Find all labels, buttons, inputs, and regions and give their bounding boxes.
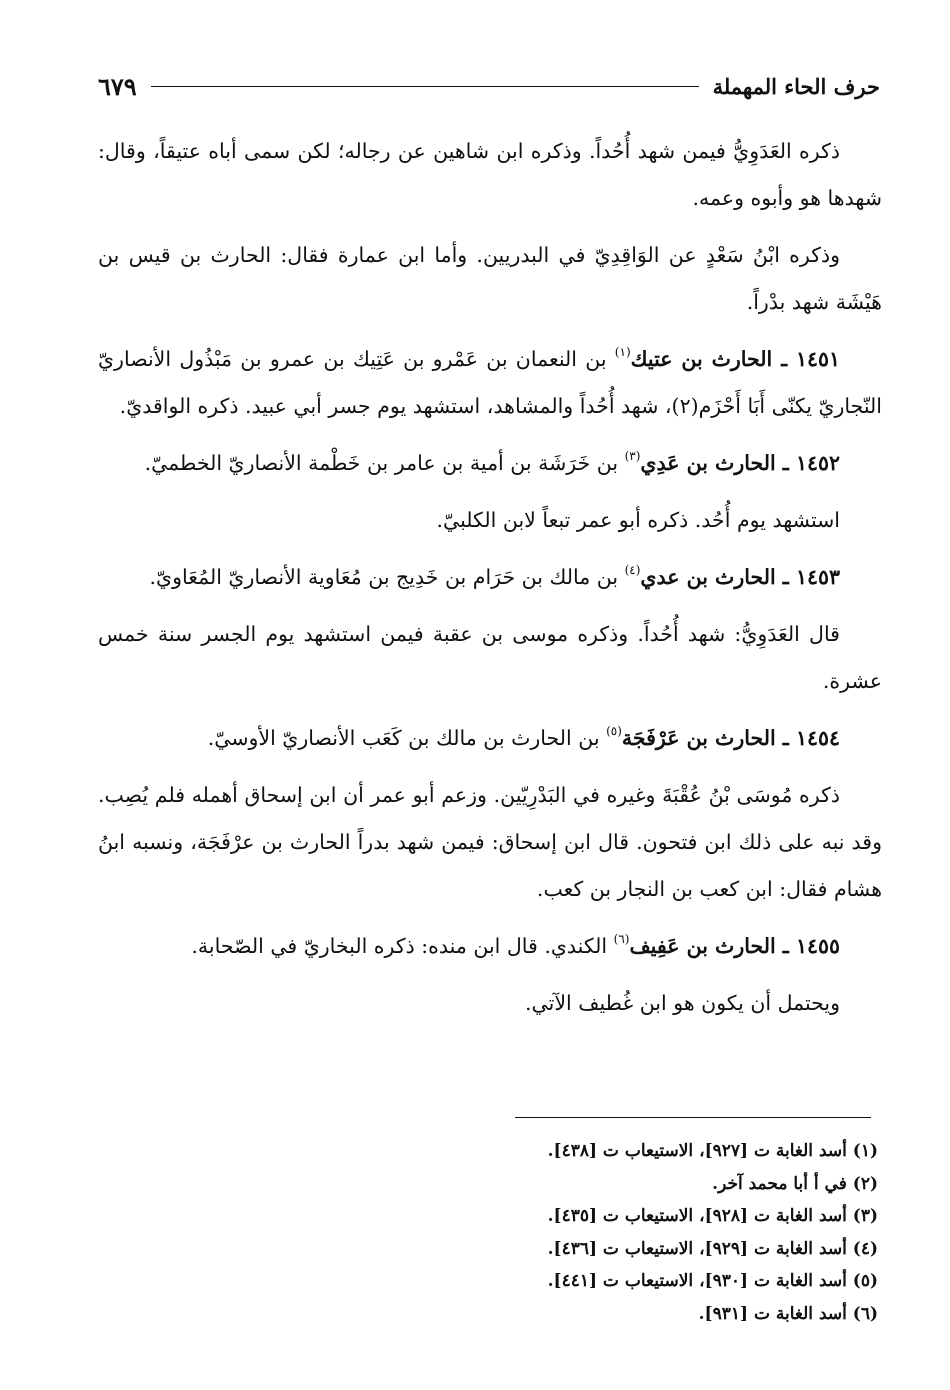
paragraph-text: قال العَدَوِيُّ: شهد أُحُداً. وذكره موسى بن عقبة فيمن استشهد يوم الجسر سنة خمس عشرة. [98, 622, 882, 693]
entry-heading: ١٤٥١ ـ الحارث بن عتيك [630, 347, 840, 371]
entry-text: بن الحارث بن مالك بن كَعَب الأنصاريّ الأوسيّ. [207, 726, 607, 750]
entry-heading: ١٤٥٣ ـ الحارث بن عدي [640, 565, 840, 589]
paragraph [98, 772, 882, 913]
footnotes-list [300, 1135, 878, 1330]
footnote: (٥) أسد الغابة ت [٩٣٠]، الاستيعاب ت [٤٤١]. [547, 1271, 878, 1291]
paragraph [98, 611, 882, 705]
footnote: (٣) أسد الغابة ت [٩٢٨]، الاستيعاب ت [٤٣٥]. [547, 1206, 878, 1226]
header-title: حرف الحاء المهملة [712, 73, 880, 99]
entry-heading: ١٤٥٢ ـ الحارث بن عَدِي [640, 451, 840, 475]
paragraph [98, 980, 882, 1027]
footnote: (٤) أسد الغابة ت [٩٢٩]، الاستيعاب ت [٤٣٦]. [547, 1238, 878, 1259]
footnote-marker: (٥) [606, 724, 622, 738]
paragraph-text: ويحتمل أن يكون هو ابن غُطيف الآتي. [525, 991, 840, 1015]
paragraph-text: ذكره العَدَوِيُّ فيمن شهد أُحُداً. وذكره ابن شاهين عن رجاله؛ لكن سمى أباه عتيقاً، وقال: شهدها هو وأبوه وعمه. [98, 139, 882, 210]
paragraph [98, 128, 882, 222]
entry-1453 [98, 554, 882, 601]
paragraph [98, 497, 882, 544]
footnote: (٦) أسد الغابة ت [٩٣١]. [698, 1303, 878, 1324]
entry-1451 [98, 336, 882, 430]
paragraph-text: وذكره ابْنُ سَعْدٍ عن الوَاقِدِيّ في البدريين. وأما ابن عمارة فقال: الحارث بن قيس بن هَيْشَة شهد بدْراً. [98, 243, 882, 314]
footnote-marker: (١) [614, 345, 631, 359]
entry-1452 [98, 440, 882, 487]
paragraph-text: ذكره مُوسَى بْنُ عُقْبَةَ وغيره في البَدْرِيّين. وزعم أبو عمر أن ابن إسحاق أهمله فلم يُصِب. وقد نبه على ذلك ابن فتحون. قال ابن إسحاق: فيمن شهد بدراً الحارث بن عرْفَجَة، ونسبه ابنُ هشام فقال: ابن كعب بن النجار بن كعب. [98, 783, 882, 901]
footnote: (٢) في أ أبا محمد آخر. [712, 1173, 878, 1194]
entry-text: بن النعمان بن عَمْرو بن عَتِيك بن عمرو بن مَبْذُول الأنصاريّ النّجاريّ يكنّى أَبَا أَحْزَم(٢)، شهد أُحُداً والمشاهد، استشهد يوم جسر أبي عبيد. ذكره الواقديّ. [98, 347, 882, 418]
footnote-marker: (٦) [613, 932, 630, 946]
paragraph [98, 232, 882, 326]
entry-1454 [98, 715, 882, 762]
entry-heading: ١٤٥٤ ـ الحارث بن عَرْفَجَة [621, 726, 840, 750]
entry-1455 [98, 923, 882, 970]
running-header [98, 66, 880, 106]
entry-heading: ١٤٥٥ ـ الحارث بن عَفِيف [629, 934, 840, 958]
entry-text: بن خَرَشَة بن أمية بن عامر بن خَطْمة الأنصاريّ الخطميّ. [144, 451, 625, 475]
entry-text: بن مالك بن حَرَام بن خَدِيج بن مُعَاوية الأنصاريّ المُعَاويّ. [149, 565, 625, 589]
main-text [98, 128, 882, 1037]
footnote-marker: (٤) [624, 563, 641, 577]
footnote-marker: (٣) [624, 449, 641, 463]
page-number: ٦٧٩ [98, 71, 137, 101]
footnote-divider [515, 1117, 871, 1118]
paragraph-text: استشهد يوم أُحُد. ذكره أبو عمر تبعاً لابن الكلبيّ. [436, 508, 840, 532]
header-rule [151, 86, 699, 87]
footnote: (١) أسد الغابة ت [٩٢٧]، الاستيعاب ت [٤٣٨]. [547, 1141, 878, 1161]
entry-text: الكندي. قال ابن منده: ذكره البخاريّ في الصّحابة. [191, 934, 614, 958]
